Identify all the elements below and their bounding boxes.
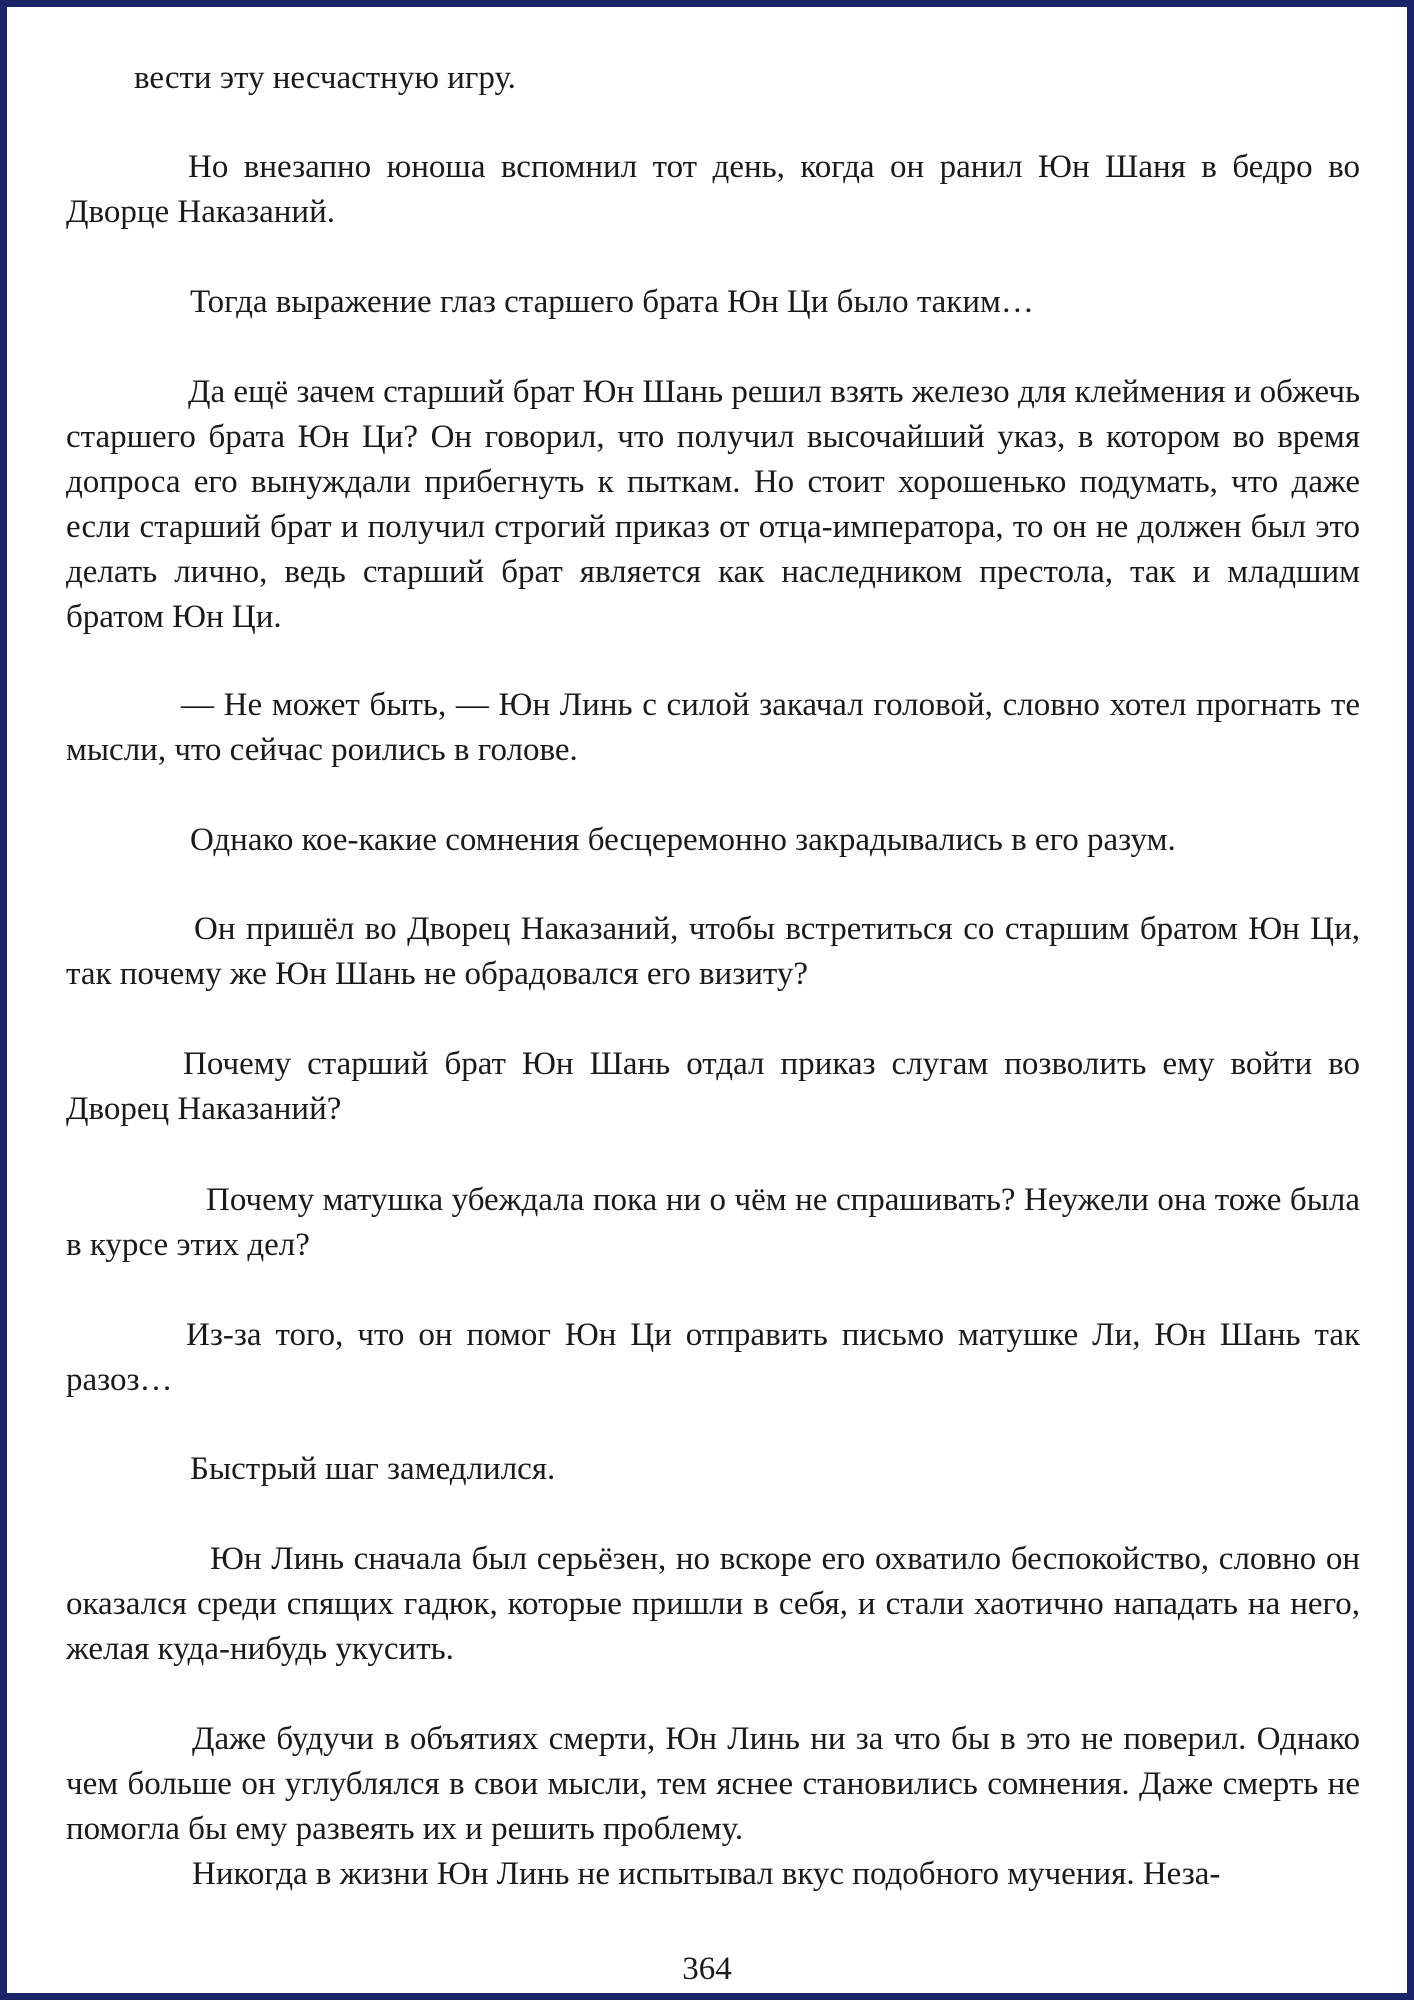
paragraph-3: Тогда выражение глаз старшего брата Юн Ци было таким…: [190, 284, 1034, 320]
paragraph-11: Быстрый шаг замедлился.: [190, 1451, 556, 1487]
paragraph-8: Почему старший брат Юн Шань отдал приказ слугам позволить ему войти во Дворец Наказаний?: [66, 1046, 1360, 1127]
paragraph-6: Однако кое-какие сомнения бесцеремонно закрадывались в его разум.: [190, 822, 1176, 858]
paragraph-1: вести эту несчастную игру.: [134, 60, 516, 96]
paragraph-14: Никогда в жизни Юн Линь не испытывал вкус подобного мучения. Неза-: [192, 1856, 1221, 1892]
paragraph-5: — Не может быть, — Юн Линь с силой закачал головой, словно хотел прогнать те мысли, что сейчас роились в голове.: [66, 687, 1360, 768]
paragraph-2: Но внезапно юноша вспомнил тот день, когда он ранил Юн Шаня в бедро во Дворце Наказаний.: [66, 149, 1360, 230]
paragraph-4: Да ещё зачем старший брат Юн Шань решил взять железо для клеймения и обжечь старшего брата Юн Ци? Он говорил, что получил высочайший указ, в котором во время допроса его вынуждали прибегнуть к пыткам. Но стоит хорошенько подумать, что даже если старший брат и получил строгий приказ от отца-императора, то он не должен был это делать лично, ведь старший брат является как наследником престола, так и младшим братом Юн Ци.: [66, 374, 1360, 635]
paragraph-13: Даже будучи в объятиях смерти, Юн Линь ни за что бы в это не поверил. Однако чем больше он углублялся в свои мысли, тем яснее становились сомнения. Даже смерть не помогла бы ему развеять их и решить проблему.: [66, 1721, 1360, 1847]
page-number: 364: [682, 1951, 732, 1987]
paragraph-7: Он пришёл во Дворец Наказаний, чтобы встретиться со старшим братом Юн Ци, так почему же Юн Шань не обрадовался его визиту?: [66, 911, 1360, 992]
paragraph-10: Из-за того, что он помог Юн Ци отправить письмо матушке Ли, Юн Шань так разоз…: [66, 1317, 1360, 1398]
paragraph-12: Юн Линь сначала был серьёзен, но вскоре его охватило беспокойство, словно он оказался среди спящих гадюк, которые пришли в себя, и стали хаотично нападать на него, желая куда-нибудь укусить.: [66, 1541, 1360, 1667]
paragraph-9: Почему матушка убеждала пока ни о чём не спрашивать? Неужели она тоже была в курсе этих дел?: [66, 1182, 1360, 1263]
